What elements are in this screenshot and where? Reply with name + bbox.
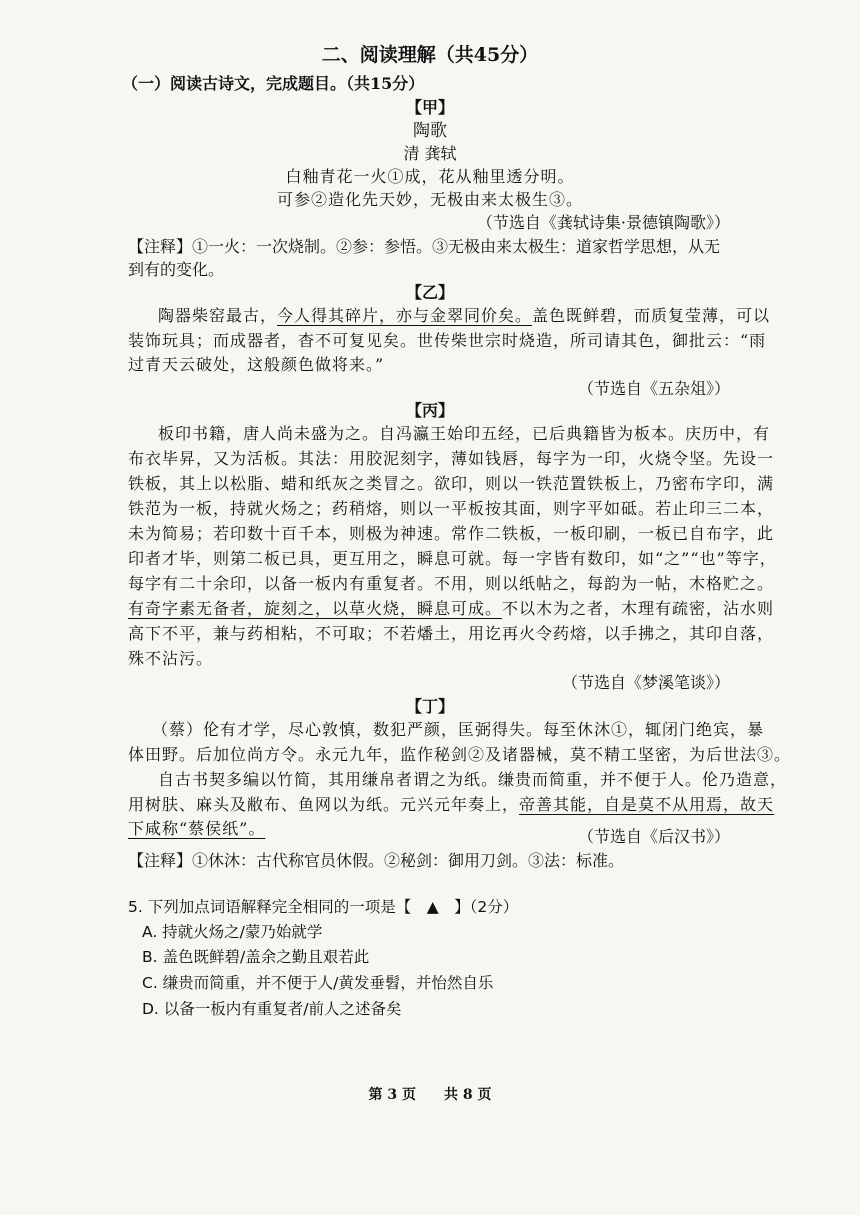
option-b: B. 盖色既鲜碧/盖余之勤且艰若此 <box>142 948 370 966</box>
option-d: D. 以备一板内有重复者/前人之述备矣 <box>142 1000 402 1018</box>
yi-line-1-end: 盖色既鲜碧，而质复莹薄，可以 <box>532 306 771 325</box>
yi-line-1 <box>158 305 770 327</box>
page-footer: 第 3 页 共 8 页 <box>368 1087 492 1103</box>
ding-underlined-sentence: 帝善其能，自是莫不从用焉，故天 <box>519 795 775 814</box>
option-a: A. 持就火炀之/蒙乃始就学 <box>142 923 323 941</box>
poem-line-2: 可参②造化先天妙，无极由来太极生③。 <box>276 190 583 209</box>
bing-line-5: 未为简易；若印数十百千本，则极为神速。常作二铁板，一板印刷，一板已自布字，此 <box>128 524 775 543</box>
bing-line-7: 每字有二十余印，以备一板内有重复者。不用，则以纸帖之，每韵为一帖，木格贮之。 <box>128 574 775 593</box>
yi-line-3: 过青天云破处，这般颜色做将来。” <box>128 355 385 374</box>
yi-underlined-sentence: 今人得其碎片，亦与金翠同价矣。 <box>277 306 533 325</box>
jia-note-line-2: 到有的变化。 <box>128 260 225 279</box>
poem-author: 清 龚轼 <box>403 144 457 163</box>
bing-line-9: 高下不平，兼与药相粘，不可取；不若燔土，用讫再火令药熔，以手拂之，其印自落， <box>128 624 775 643</box>
section-title: 二、阅读理解（共45分） <box>321 44 539 66</box>
ding-line-1: （蔡）伦有才学，尽心敦慎，数犯严颜，匡弼得失。每至休沐①，辄闭门绝宾，暴 <box>152 720 765 739</box>
bing-line-10: 殊不沾污。 <box>128 649 214 668</box>
bing-label: 【丙】 <box>405 401 454 420</box>
bing-line-6: 印者才毕，则第二板已具，更互用之，瞬息可就。每一字皆有数印，如“之”“也”等字， <box>128 549 777 568</box>
part1-title: （一）阅读古诗文，完成题目。（共15分） <box>122 74 425 93</box>
ding-line-4 <box>128 794 774 816</box>
bing-line-1: 板印书籍，唐人尚未盛为之。自冯瀛王始印五经，已后典籍皆为板本。庆历中，有 <box>158 424 771 443</box>
question-5-stem: 5. 下列加点词语解释完全相同的一项是【 ▲ 】（2分） <box>128 898 519 916</box>
bing-line-8 <box>128 598 774 620</box>
poem-line-1: 白釉青花一火①成，花从釉里透分明。 <box>285 167 575 186</box>
bing-underlined-sentence: 有奇字素无备者，旋刻之，以草火烧，瞬息可成。 <box>128 599 503 618</box>
ding-source: （节选自《后汉书》） <box>577 827 730 846</box>
bing-line-2: 布衣毕昇，又为活板。其法：用胶泥刻字，薄如钱唇，每字为一印，火烧令坚。先设一 <box>128 449 775 468</box>
yi-label: 【乙】 <box>405 283 454 302</box>
ding-line-3: 自古书契多编以竹简，其用缣帛者谓之为纸。缣贵而简重，并不便于人。伦乃造意， <box>158 770 788 789</box>
poem-title: 陶歌 <box>413 121 447 141</box>
ding-line-5 <box>128 818 265 840</box>
ding-note: 【注释】①休沐：古代称官员休假。②秘剑：御用刀剑。③法：标准。 <box>128 851 625 870</box>
bing-line-3: 铁板，其上以松脂、蜡和纸灰之类冒之。欲印，则以一铁范置铁板上，乃密布字印，满 <box>128 474 775 493</box>
yi-line-2: 装饰玩具；而成器者，杳不可复见矣。世传柴世宗时烧造，所司请其色，御批云：“雨 <box>128 331 767 350</box>
bing-line-4: 铁范为一板，持就火炀之；药稍熔，则以一平板按其面，则字平如砥。若止印三二本， <box>128 499 775 518</box>
jia-label: 【甲】 <box>405 98 454 117</box>
bing-source: （节选自《梦溪笔谈》） <box>561 673 730 692</box>
ding-underlined-end: 下咸称“蔡侯纸”。 <box>128 819 266 838</box>
ding-line-4-start: 用树肤、麻头及敝布、鱼网以为纸。元兴元年奏上， <box>128 795 520 814</box>
yi-source: （节选自《五杂俎》） <box>577 379 730 398</box>
jia-note-line-1: 【注释】①一火：一次烧制。②参：参悟。③无极由来太极生：道家哲学思想，从无 <box>128 237 721 256</box>
ding-line-2: 体田野。后加位尚方令。永元九年，监作秘剑②及诸器械，莫不精工坚密，为后世法③。 <box>128 745 792 764</box>
bing-line-8-end: 不以木为之者，木理有疏密，沾水则 <box>502 599 775 618</box>
option-c: C. 缣贵而简重，并不便于人/黄发垂髫，并怡然自乐 <box>142 974 494 992</box>
yi-line-1-start: 陶器柴窑最古， <box>158 306 278 325</box>
jia-source: （节选自《龚轼诗集·景德镇陶歌》） <box>476 213 730 232</box>
ding-label: 【丁】 <box>405 697 454 716</box>
